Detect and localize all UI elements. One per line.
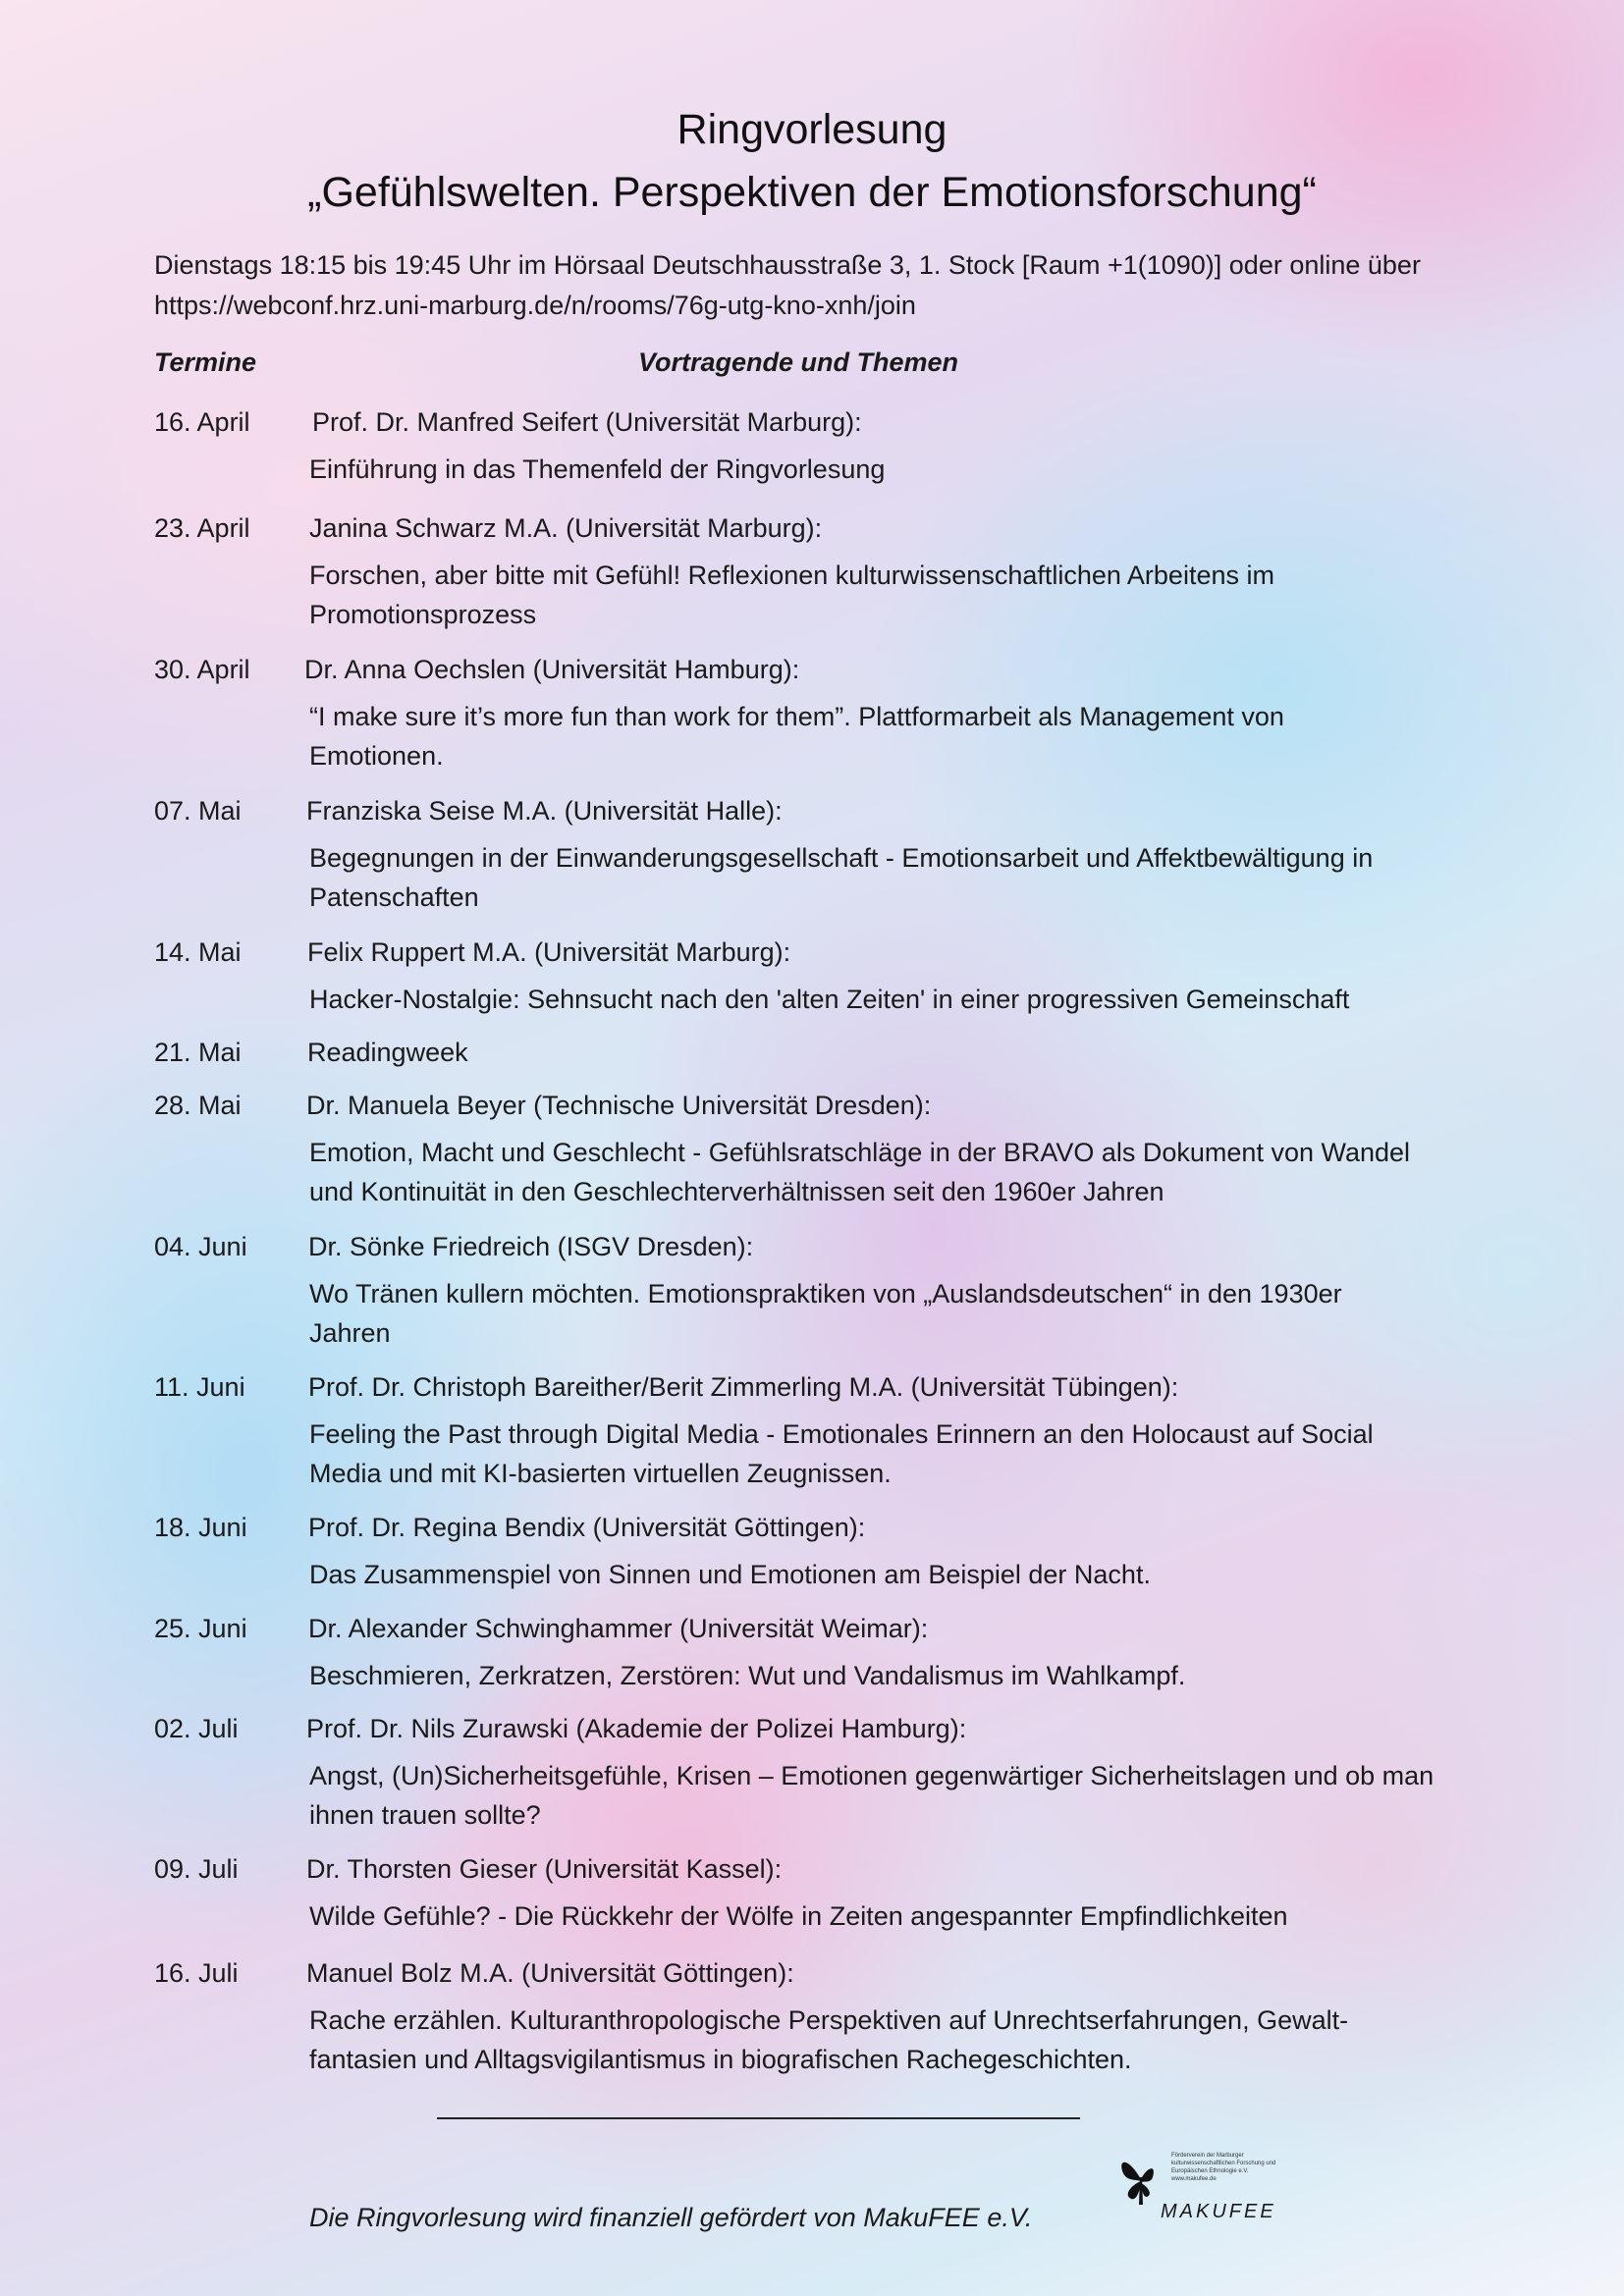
schedule-topic-line: “I make sure it’s more fun than work for them”. Plattformarbeit als Management von [309, 702, 1284, 731]
schedule-topic [309, 450, 1488, 489]
schedule-date: 14. Mai [154, 937, 242, 967]
schedule-speaker: Prof. Dr. Christoph Bareither/Berit Zimmerling M.A. (Universität Tübingen): [308, 1372, 1179, 1402]
schedule-topic [309, 980, 1488, 1019]
event-time-location: Dienstags 18:15 bis 19:45 Uhr im Hörsaal Deutschhausstraße 3, 1. Stock [Raum +1(1090)] oder online über [154, 250, 1421, 280]
event-info [154, 245, 1529, 326]
schedule-topic [309, 1274, 1488, 1353]
schedule-date: 28. Mai [154, 1091, 242, 1120]
schedule-topic-line: Emotion, Macht und Geschlecht - Gefühlsratschläge in der BRAVO als Dokument von Wandel [309, 1138, 1411, 1167]
schedule-topic-line: Feeling the Past through Digital Media - Emotionales Erinnern an den Holocaust auf Social [309, 1419, 1374, 1449]
schedule-date: 09. Juli [154, 1854, 239, 1884]
schedule-topic [309, 697, 1488, 775]
schedule-topic-line: Patenschaften [309, 882, 479, 912]
schedule-speaker: Felix Ruppert M.A. (Universität Marburg): [307, 937, 791, 967]
divider [437, 2117, 1080, 2119]
schedule-topic [309, 1656, 1488, 1695]
schedule-speaker: Manuel Bolz M.A. (Universität Göttingen): [306, 1958, 794, 1988]
schedule-topic-line: Einführung in das Themenfeld der Ringvorlesung [309, 454, 886, 484]
schedule-speaker: Dr. Manuela Beyer (Technische Universität Dresden): [306, 1091, 932, 1120]
schedule-topic [309, 1756, 1488, 1835]
schedule-topic-line: fantasien und Alltagsvigilantismus in biografischen Rachegeschichten. [309, 2045, 1132, 2074]
schedule-topic [309, 1555, 1488, 1594]
schedule-topic [309, 2001, 1488, 2079]
schedule-date: 02. Juli [154, 1714, 239, 1743]
schedule-date: 16. Juli [154, 1958, 239, 1988]
schedule-speaker: Prof. Dr. Nils Zurawski (Akademie der Polizei Hamburg): [306, 1714, 967, 1743]
schedule-topic [309, 838, 1488, 917]
schedule-date: 16. April [154, 407, 250, 437]
schedule-topic-line: Promotionsprozess [309, 600, 537, 629]
funding-note: Die Ringvorlesung wird finanziell gefördert von MakuFEE e.V. [309, 2203, 1033, 2232]
schedule-date: 04. Juni [154, 1232, 247, 1261]
schedule-topic-line: Wo Tränen kullern möchten. Emotionspraktiken von „Auslandsdeutschen“ in den 1930er [309, 1279, 1342, 1308]
schedule-topic-line: Jahren [309, 1318, 391, 1348]
schedule-speaker: Dr. Thorsten Gieser (Universität Kassel): [306, 1854, 783, 1884]
schedule-topic-line: Hacker-Nostalgie: Sehnsucht nach den 'alten Zeiten' in einer progressiven Gemeinschaft [309, 985, 1350, 1014]
schedule-topic-line: Forschen, aber bitte mit Gefühl! Reflexionen kulturwissenschaftlichen Arbeitens im [309, 561, 1274, 590]
page-subtitle: „Gefühlswelten. Perspektiven der Emotionsforschung“ [307, 169, 1317, 216]
schedule-date: 11. Juni [154, 1372, 245, 1402]
schedule-speaker: Readingweek [307, 1038, 468, 1067]
schedule-topic-line: Wilde Gefühle? - Die Rückkehr der Wölfe in Zeiten angespannter Empfindlichkeiten [309, 1901, 1288, 1931]
schedule-topic-line: Media und mit KI-basierten virtuellen Zeugnissen. [309, 1459, 892, 1488]
schedule-topic-line: Emotionen. [309, 741, 444, 771]
schedule-topic-line: und Kontinuität in den Geschlechterverhältnissen seit den 1960er Jahren [309, 1177, 1164, 1206]
schedule-topic-line: Begegnungen in der Einwanderungsgesellschaft - Emotionsarbeit und Affektbewältigung in [309, 843, 1374, 873]
schedule-speaker: Dr. Alexander Schwinghammer (Universität Weimar): [308, 1614, 929, 1643]
schedule-topic [309, 556, 1488, 634]
schedule-speaker: Prof. Dr. Manfred Seifert (Universität Marburg): [312, 407, 862, 437]
schedule-topic [309, 1133, 1488, 1211]
schedule-date: 18. Juni [154, 1513, 247, 1542]
schedule-topic-line: Angst, (Un)Sicherheitsgefühle, Krisen – Emotionen gegenwärtiger Sicherheitslagen und ob man [309, 1761, 1435, 1790]
schedule-topic-line: ihnen trauen sollte? [309, 1800, 541, 1830]
page-title: Ringvorlesung [677, 106, 947, 153]
schedule-date: 07. Mai [154, 796, 242, 826]
schedule-topic [309, 1415, 1488, 1493]
logo-caption: Förderverein der Marburger kulturwissenschaftlichen Forschung und Europäischen Ethnologie e.V. www.makufee.de [1171, 2153, 1276, 2182]
column-header-speakers: Vortragende und Themen [638, 347, 959, 377]
schedule-speaker: Franziska Seise M.A. (Universität Halle): [306, 796, 783, 826]
event-online-link[interactable]: https://webconf.hrz.uni-marburg.de/n/rooms/76g-utg-kno-xnh/join [154, 291, 916, 320]
schedule-topic-line: Rache erzählen. Kulturanthropologische Perspektiven auf Unrechtserfahrungen, Gewalt- [309, 2005, 1349, 2035]
schedule-date: 21. Mai [154, 1038, 242, 1067]
schedule-speaker: Prof. Dr. Regina Bendix (Universität Göttingen): [308, 1513, 866, 1542]
schedule-date: 23. April [154, 513, 250, 543]
column-header-dates: Termine [154, 347, 257, 377]
schedule-topic-line: Beschmieren, Zerkratzen, Zerstören: Wut und Vandalismus im Wahlkampf. [309, 1661, 1186, 1690]
schedule-topic [309, 1896, 1488, 1936]
makufee-logo [1117, 2150, 1314, 2228]
butterfly-icon [1117, 2150, 1164, 2211]
logo-text: MAKUFEE [1161, 2201, 1276, 2222]
schedule-date: 30. April [154, 655, 250, 684]
schedule-speaker: Dr. Sönke Friedreich (ISGV Dresden): [308, 1232, 754, 1261]
schedule-date: 25. Juni [154, 1614, 247, 1643]
schedule-speaker: Dr. Anna Oechslen (Universität Hamburg): [304, 655, 800, 684]
schedule-speaker: Janina Schwarz M.A. (Universität Marburg): [309, 513, 823, 543]
schedule-topic-line: Das Zusammenspiel von Sinnen und Emotionen am Beispiel der Nacht. [309, 1560, 1151, 1589]
